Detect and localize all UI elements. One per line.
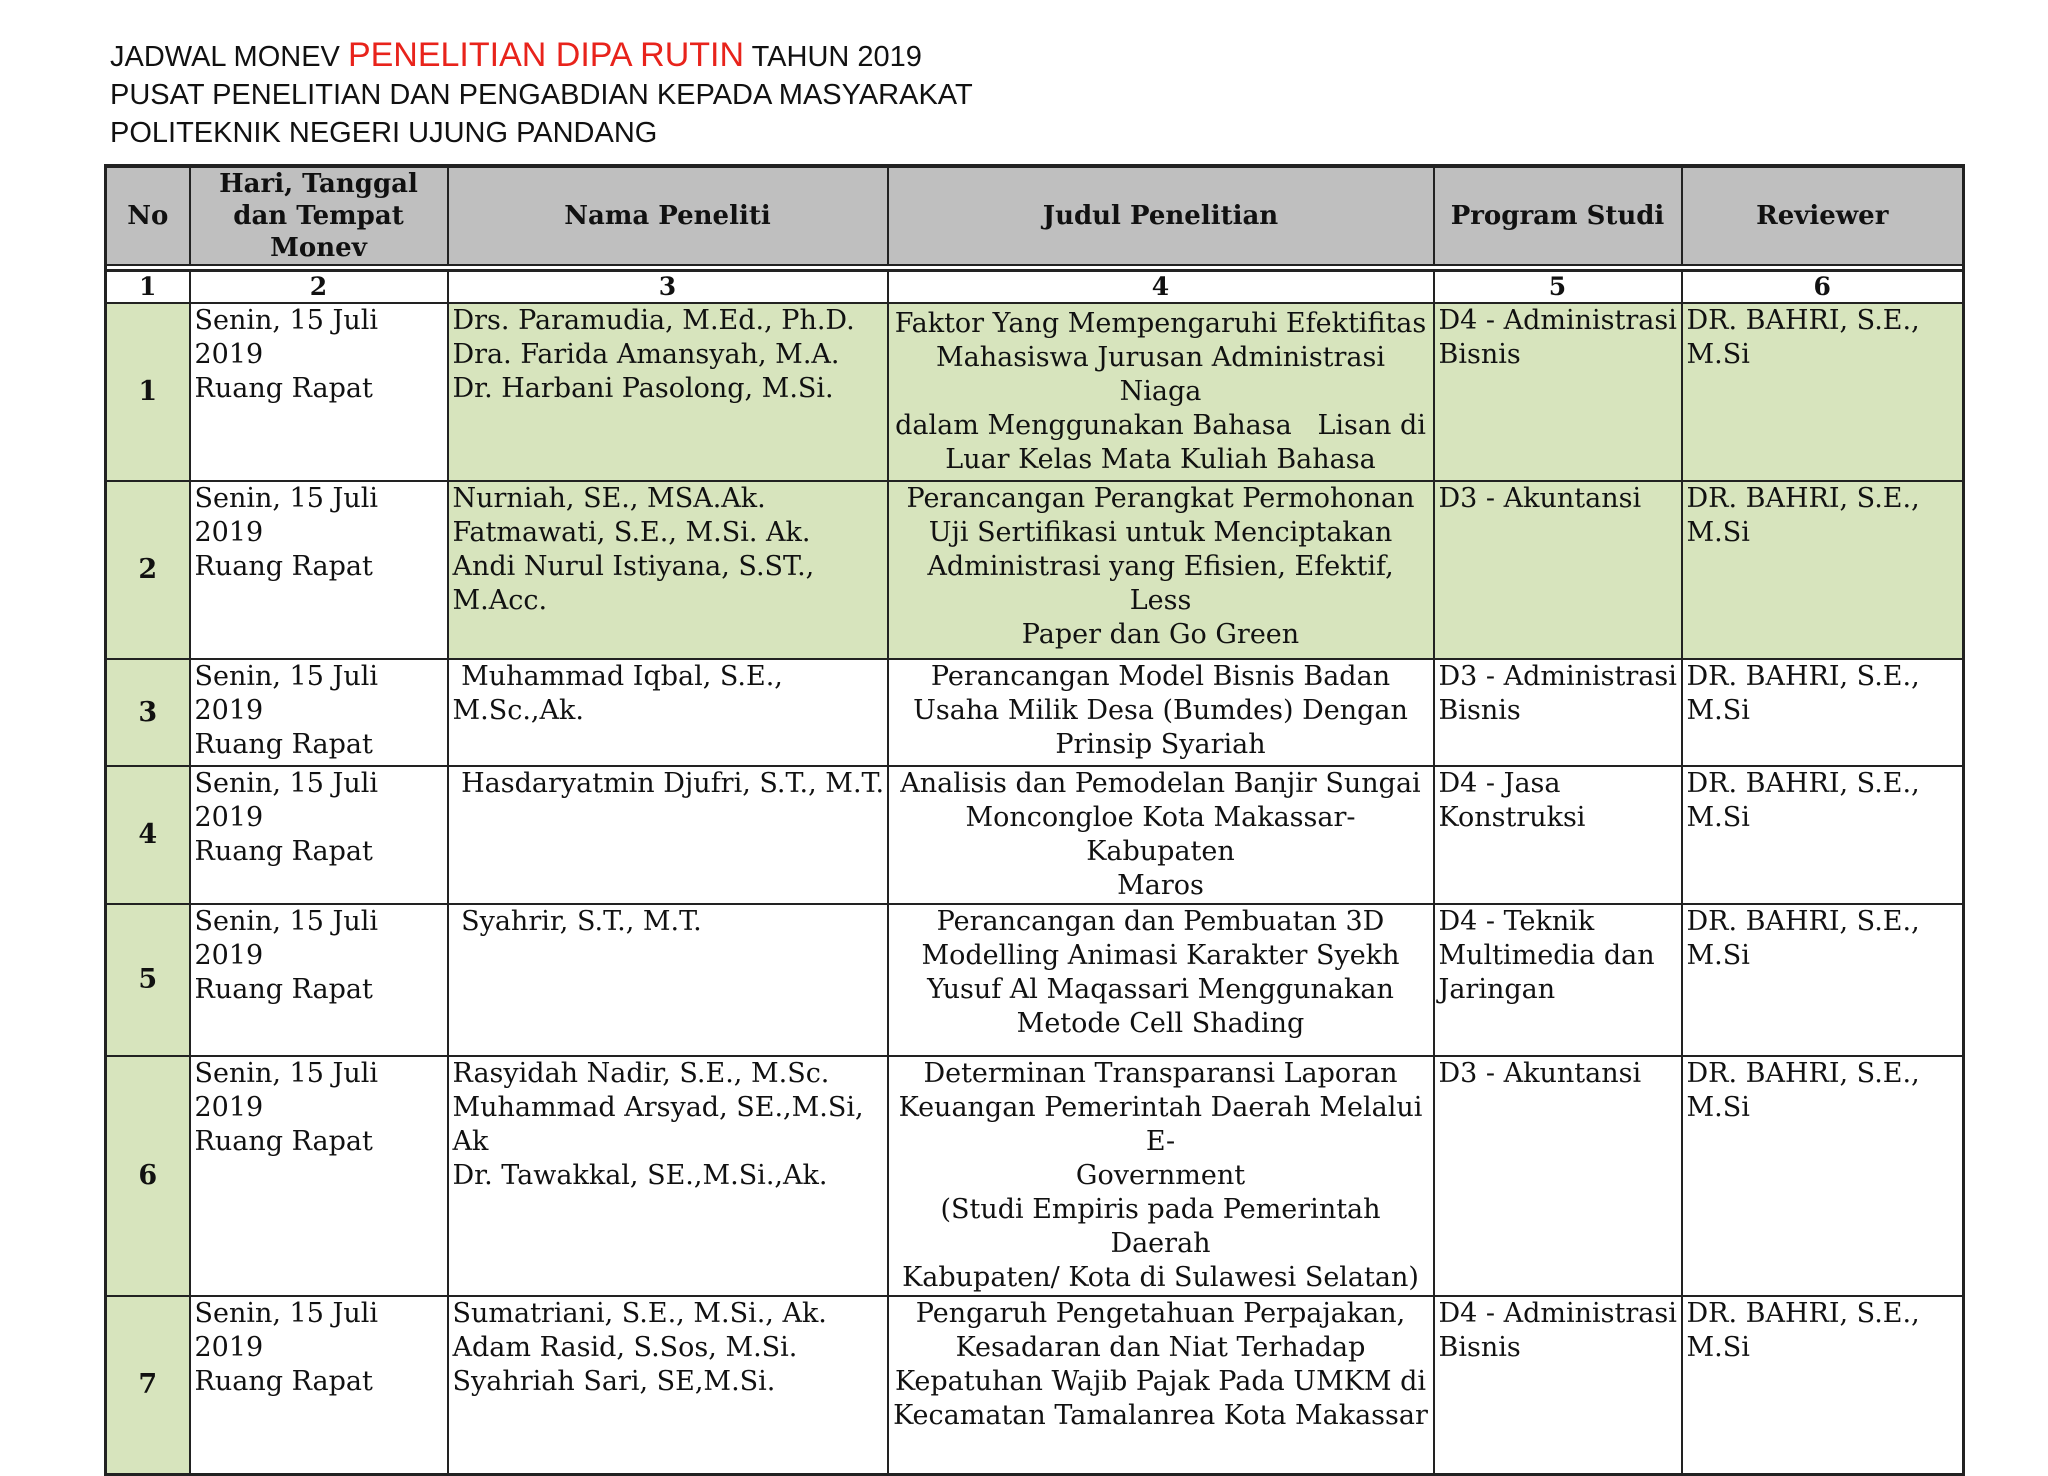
table-row <box>106 904 1964 1056</box>
research-title-cell <box>888 481 1434 659</box>
study-program-cell <box>1434 904 1682 1056</box>
table-row <box>106 303 1964 481</box>
research-title-line: Metode Cell Shading <box>1016 1008 1305 1039</box>
researcher-names-cell <box>448 659 888 766</box>
research-title-line: Administrasi yang Efisien, Efektif, Less <box>927 551 1403 616</box>
schedule-date-cell <box>190 303 448 481</box>
reviewer-cell <box>1682 904 1964 1056</box>
research-title-line: Usaha Milik Desa (Bumdes) Dengan <box>913 695 1408 726</box>
study-program-line: D4 - Jasa <box>1438 768 1561 799</box>
researcher-name: Dra. Farida Amansyah, M.A. <box>452 339 840 370</box>
row-number-cell: 1 <box>106 303 190 481</box>
research-title-line: Paper dan Go Green <box>1021 619 1300 650</box>
research-title-line: Luar Kelas Mata Kuliah Bahasa <box>945 444 1376 475</box>
study-program-cell <box>1434 766 1682 904</box>
reviewer-line: DR. BAHRI, S.E., <box>1686 906 1920 937</box>
reviewer-line: DR. BAHRI, S.E., <box>1686 1058 1920 1089</box>
reviewer-line: M.Si <box>1686 695 1750 726</box>
schedule-line: 2019 <box>194 517 264 548</box>
column-header: Reviewer <box>1682 166 1964 265</box>
researcher-name: Sumatriani, S.E., M.Si., Ak. <box>452 1298 827 1329</box>
research-title-line: dalam Menggunakan Bahasa Lisan di <box>895 410 1426 441</box>
schedule-line: Ruang Rapat <box>194 1366 373 1397</box>
research-title-line: Keuangan Pemerintah Daerah Melalui E- <box>898 1092 1431 1157</box>
schedule-line: Ruang Rapat <box>194 373 373 404</box>
reviewer-line: DR. BAHRI, S.E., <box>1686 483 1920 514</box>
research-title-line: Kepatuhan Wajib Pajak Pada UMKM di <box>894 1366 1427 1397</box>
research-title-cell <box>888 303 1434 481</box>
reviewer-cell <box>1682 481 1964 659</box>
researcher-names-cell <box>448 1296 888 1474</box>
reviewer-cell <box>1682 659 1964 766</box>
document-header <box>110 36 973 152</box>
research-title-line: Government <box>1075 1160 1246 1191</box>
schedule-line: Ruang Rapat <box>194 1126 373 1157</box>
reviewer-line: M.Si <box>1686 940 1750 971</box>
researcher-name: Nurniah, SE., MSA.Ak. <box>452 483 766 514</box>
research-title-line: Faktor Yang Mempengaruhi Efektifitas <box>894 308 1427 339</box>
research-title-line: Determinan Transparansi Laporan <box>923 1058 1398 1089</box>
study-program-line: D4 - Administrasi <box>1438 305 1677 336</box>
research-title-line: Maros <box>1117 870 1204 901</box>
researcher-name: Rasyidah Nadir, S.E., M.Sc. <box>452 1058 830 1089</box>
researcher-name: Hasdaryatmin Djufri, S.T., M.T. <box>452 768 885 799</box>
reviewer-line: DR. BAHRI, S.E., <box>1686 305 1920 336</box>
researcher-name: Andi Nurul Istiyana, S.ST., <box>452 551 815 582</box>
research-title-line: Kecamatan Tamalanrea Kota Makassar <box>893 1400 1428 1431</box>
researcher-name: Syahriah Sari, SE,M.Si. <box>452 1366 776 1397</box>
column-number: 3 <box>448 271 888 304</box>
research-title-line: Perancangan Model Bisnis Badan <box>930 661 1391 692</box>
column-number: 4 <box>888 271 1434 304</box>
table-body <box>106 303 1964 1474</box>
header-line-2: PUSAT PENELITIAN DAN PENGABDIAN KEPADA MASYARAKAT <box>110 79 973 111</box>
study-program-line: D3 - Akuntansi <box>1438 483 1642 514</box>
schedule-date-cell <box>190 904 448 1056</box>
column-number: 6 <box>1682 271 1964 304</box>
column-header: Judul Penelitian <box>888 166 1434 265</box>
reviewer-line: DR. BAHRI, S.E., <box>1686 768 1920 799</box>
study-program-line: Multimedia dan <box>1438 940 1655 971</box>
study-program-cell <box>1434 481 1682 659</box>
study-program-line: Jaringan <box>1438 974 1556 1005</box>
research-title-line: Uji Sertifikasi untuk Menciptakan <box>928 517 1393 548</box>
reviewer-cell <box>1682 1296 1964 1474</box>
reviewer-cell <box>1682 1056 1964 1296</box>
reviewer-cell <box>1682 766 1964 904</box>
research-title-line: Moncongloe Kota Makassar-Kabupaten <box>965 802 1356 867</box>
schedule-date-cell <box>190 766 448 904</box>
schedule-line: 2019 <box>194 695 264 726</box>
reviewer-line: M.Si <box>1686 339 1750 370</box>
research-title-line: Perancangan Perangkat Permohonan <box>906 483 1415 514</box>
row-number-cell: 6 <box>106 1056 190 1296</box>
schedule-line: 2019 <box>194 1332 264 1363</box>
reviewer-line: M.Si <box>1686 1092 1750 1123</box>
schedule-line: Senin, 15 Juli <box>194 483 378 514</box>
researcher-name: Fatmawati, S.E., M.Si. Ak. <box>452 517 811 548</box>
researcher-names-cell <box>448 1056 888 1296</box>
researcher-name: Drs. Paramudia, M.Ed., Ph.D. <box>452 305 855 336</box>
schedule-line: 2019 <box>194 940 264 971</box>
header-title-suffix: TAHUN 2019 <box>744 41 922 73</box>
researcher-names-cell <box>448 904 888 1056</box>
reviewer-line: M.Si <box>1686 802 1750 833</box>
researcher-name: Muhammad Iqbal, S.E., <box>452 661 783 692</box>
reviewer-line: DR. BAHRI, S.E., <box>1686 661 1920 692</box>
reviewer-cell <box>1682 303 1964 481</box>
research-title-line: Prinsip Syariah <box>1055 729 1266 760</box>
study-program-line: D3 - Administrasi <box>1438 661 1677 692</box>
column-number: 2 <box>190 271 448 304</box>
header-line-1 <box>110 36 973 76</box>
column-header: Nama Peneliti <box>448 166 888 265</box>
schedule-line: Ruang Rapat <box>194 974 373 1005</box>
researcher-names-cell <box>448 481 888 659</box>
study-program-cell <box>1434 659 1682 766</box>
reviewer-line: M.Si <box>1686 1332 1750 1363</box>
study-program-line: D3 - Akuntansi <box>1438 1058 1642 1089</box>
schedule-line: Senin, 15 Juli <box>194 1058 378 1089</box>
schedule-line: Ruang Rapat <box>194 551 373 582</box>
schedule-line: Senin, 15 Juli <box>194 906 378 937</box>
table-header-row <box>106 166 1964 265</box>
study-program-line: D4 - Teknik <box>1438 906 1595 937</box>
schedule-line: 2019 <box>194 802 264 833</box>
research-title-cell <box>888 904 1434 1056</box>
researcher-name: Dr. Tawakkal, SE.,M.Si.,Ak. <box>452 1160 828 1191</box>
researcher-name: Adam Rasid, S.Sos, M.Si. <box>452 1332 798 1363</box>
row-number-cell: 4 <box>106 766 190 904</box>
column-number: 1 <box>106 271 190 304</box>
research-title-cell <box>888 1056 1434 1296</box>
header-line-3: POLITEKNIK NEGERI UJUNG PANDANG <box>110 117 658 149</box>
column-header: No <box>106 166 190 265</box>
study-program-line: Bisnis <box>1438 339 1521 370</box>
research-title-line: Kesadaran dan Niat Terhadap <box>955 1332 1366 1363</box>
researcher-name: M.Acc. <box>452 585 548 616</box>
column-number-row <box>106 271 1964 304</box>
research-title-line: Kabupaten/ Kota di Sulawesi Selatan) <box>902 1262 1419 1293</box>
column-header: Hari, Tanggal dan Tempat Monev <box>190 166 448 265</box>
row-number-cell: 7 <box>106 1296 190 1474</box>
research-title-line: Pengaruh Pengetahuan Perpajakan, <box>915 1298 1406 1329</box>
research-title-line: Perancangan dan Pembuatan 3D <box>936 906 1385 937</box>
schedule-line: Senin, 15 Juli <box>194 661 378 692</box>
study-program-line: Konstruksi <box>1438 802 1586 833</box>
researcher-name: Ak <box>452 1126 489 1157</box>
table-row <box>106 1056 1964 1296</box>
study-program-cell <box>1434 1296 1682 1474</box>
schedule-line: 2019 <box>194 1092 264 1123</box>
research-title-cell <box>888 1296 1434 1474</box>
study-program-cell <box>1434 1056 1682 1296</box>
schedule-line: Senin, 15 Juli <box>194 768 378 799</box>
researcher-name: M.Sc.,Ak. <box>452 695 584 726</box>
schedule-line: Ruang Rapat <box>194 836 373 867</box>
research-title-line: Yusuf Al Maqassari Menggunakan <box>927 974 1394 1005</box>
research-title-line: Modelling Animasi Karakter Syekh <box>921 940 1400 971</box>
column-number: 5 <box>1434 271 1682 304</box>
table-row <box>106 481 1964 659</box>
researcher-name: Syahrir, S.T., M.T. <box>452 906 702 937</box>
research-title-cell <box>888 766 1434 904</box>
schedule-line: 2019 <box>194 339 264 370</box>
table-row <box>106 1296 1964 1474</box>
schedule-line: Senin, 15 Juli <box>194 305 378 336</box>
header-title-highlight: PENELITIAN DIPA RUTIN <box>347 36 745 74</box>
schedule-line: Senin, 15 Juli <box>194 1298 378 1329</box>
study-program-line: Bisnis <box>1438 695 1521 726</box>
header-title-prefix: JADWAL MONEV <box>110 41 348 73</box>
researcher-names-cell <box>448 303 888 481</box>
table-row <box>106 766 1964 904</box>
schedule-line: Ruang Rapat <box>194 729 373 760</box>
reviewer-line: M.Si <box>1686 517 1750 548</box>
researcher-name: Dr. Harbani Pasolong, M.Si. <box>452 373 834 404</box>
study-program-cell <box>1434 303 1682 481</box>
row-number-cell: 5 <box>106 904 190 1056</box>
study-program-line: D4 - Administrasi <box>1438 1298 1677 1329</box>
reviewer-line: DR. BAHRI, S.E., <box>1686 1298 1920 1329</box>
schedule-table <box>104 164 1965 1476</box>
table-row <box>106 659 1964 766</box>
study-program-line: Bisnis <box>1438 1332 1521 1363</box>
research-title-line: (Studi Empiris pada Pemerintah Daerah <box>940 1194 1390 1259</box>
researcher-names-cell <box>448 766 888 904</box>
schedule-date-cell <box>190 481 448 659</box>
schedule-date-cell <box>190 1056 448 1296</box>
research-title-line: Mahasiswa Jurusan Administrasi Niaga <box>935 342 1394 407</box>
column-header: Program Studi <box>1434 166 1682 265</box>
row-number-cell: 2 <box>106 481 190 659</box>
researcher-name: Muhammad Arsyad, SE.,M.Si, <box>452 1092 864 1123</box>
research-title-line: Analisis dan Pemodelan Banjir Sungai <box>900 768 1421 799</box>
schedule-date-cell <box>190 659 448 766</box>
research-title-cell <box>888 659 1434 766</box>
row-number-cell: 3 <box>106 659 190 766</box>
schedule-date-cell <box>190 1296 448 1474</box>
